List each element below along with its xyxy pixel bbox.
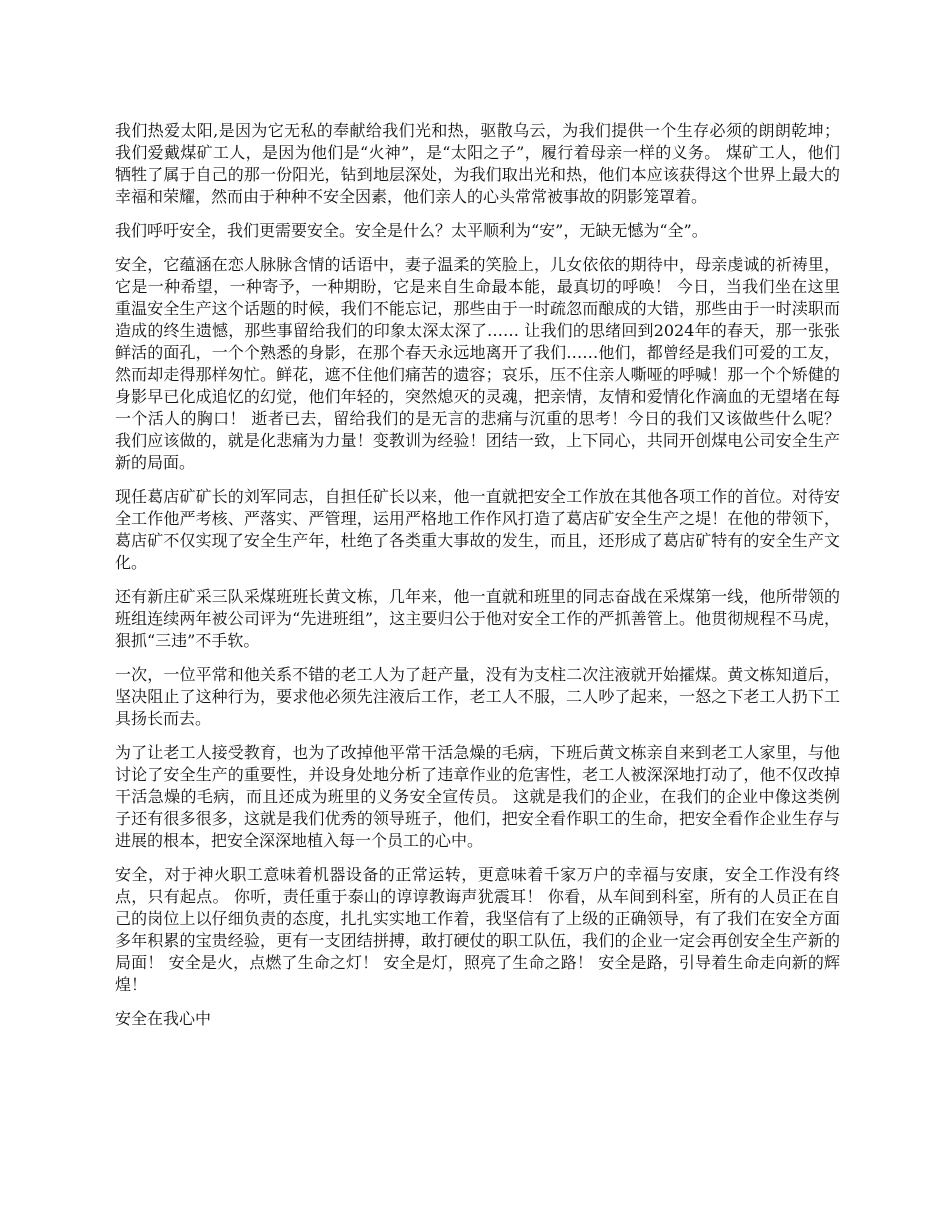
paragraph-liu-jun: 现任葛店矿矿长的刘军同志，自担任矿长以来，他一直就把安全工作放在其他各项工作的首位。对待安全工作他严考核、严落实、严管理，运用严格地工作作风打造了葛店矿安全生产之堤！在他的带领下，葛店矿不仅实现了安全生产年，杜绝了各类重大事故的发生，而且，还形成了葛店矿特有的安全生产文化。 (115, 487, 840, 572)
document-body (115, 120, 840, 1030)
paragraph-safety-meaning: 安全，它蕴涵在恋人脉脉含情的话语中，妻子温柔的笑脸上，儿女依依的期待中，母亲虔诚的祈祷里，它是一种希望，一种寄予，一种期盼，它是来自生命最本能，最真切的呼唤！ 今日，当我们坐在这里重温安全生产这个话题的时候，我们不能忘记，那些由于一时疏忽而酿成的大错，那些由于一时渎职而造成的终生遗憾，那些事留给我们的印象太深太深了…… 让我们的思绪回到2024年的春天，那一张张鲜活的面孔，一个个熟悉的身影，在那个春天永远地离开了我们……他们，都曾经是我们可爱的工友，然而却走得那样匆忙。鲜花，遮不住他们痛苦的遗容；哀乐，压不住亲人嘶哑的呼喊！那一个个矫健的身影早已化成追忆的幻觉，他们年轻的，突然熄灭的灵魂，把亲情，友情和爱情化作滴血的无望堵在每一个活人的胸口！ 逝者已去，留给我们的是无言的悲痛与沉重的思考！今日的我们又该做些什么呢？我们应该做的，就是化悲痛为力量！变教训为经验！团结一致，上下同心，共同开创煤电公司安全生产新的局面。 (115, 255, 840, 472)
paragraph-intro: 我们热爱太阳,是因为它无私的奉献给我们光和热，驱散乌云，为我们提供一个生存必须的朗朗乾坤；我们爱戴煤矿工人，是因为他们是“火神”，是“太阳之子”，履行着母亲一样的义务。 煤矿工人，他们牺牲了属于自己的那一份阳光，钻到地层深处，为我们取出光和热，他们本应该获得这个世界上最大的幸福和荣耀，然而由于种种不安全因素，他们亲人的心头常常被事故的阴影笼罩着。 (115, 121, 840, 206)
paragraph-education: 为了让老工人接受教育，也为了改掉他平常干活急燥的毛病，下班后黄文栋亲自来到老工人家里，与他讨论了安全生产的重要性，并设身处地分析了违章作业的危害性，老工人被深深地打动了，他不仅改掉干活急燥的毛病，而且还成为班里的义务安全宣传员。 这就是我们的企业，在我们的企业中像这类例子还有很多很多，这就是我们优秀的领导班子，他们，把安全看作职工的生命，把安全看作企业生存与进展的根本，把安全深深地植入每一个员工的心中。 (115, 743, 840, 850)
paragraph-closing-title: 安全在我心中 (115, 1009, 212, 1028)
paragraph-conclusion: 安全，对于神火职工意味着机器设备的正常运转，更意味着千家万户的幸福与安康，安全工作没有终点，只有起点。 你听，责任重于泰山的谆谆教诲声犹震耳！ 你看，从车间到科室，所有的人员正在自己的岗位上以仔细负责的态度，扎扎实实地工作着，我坚信有了上级的正确领导，有了我们在安全方面多年积累的宝贵经验，更有一支团结拼搏，敢打硬仗的职工队伍，我们的企业一定会再创安全生产新的局面！ 安全是火，点燃了生命之灯！ 安全是灯，照亮了生命之路！ 安全是路，引导着生命走向新的辉煌！ (115, 865, 840, 994)
paragraph-incident: 一次，一位平常和他关系不错的老工人为了赶产量，没有为支柱二次注液就开始攉煤。黄文栋知道后，坚决阻止了这种行为，要求他必须先注液后工作，老工人不服，二人吵了起来，一怒之下老工人扔下工具扬长而去。 (115, 665, 840, 728)
paragraph-safety-definition: 我们呼吁安全，我们更需要安全。安全是什么？太平顺利为“安”，无缺无憾为“全”。 (115, 221, 708, 240)
paragraph-huang-wendong: 还有新庄矿采三队采煤班班长黄文栋，几年来，他一直就和班里的同志奋战在采煤第一线，他所带领的班组连续两年被公司评为“先进班组”，这主要归公于他对安全工作的严抓善管上。他贯彻规程不马虎，狠抓“三违”不手软。 (115, 587, 840, 650)
